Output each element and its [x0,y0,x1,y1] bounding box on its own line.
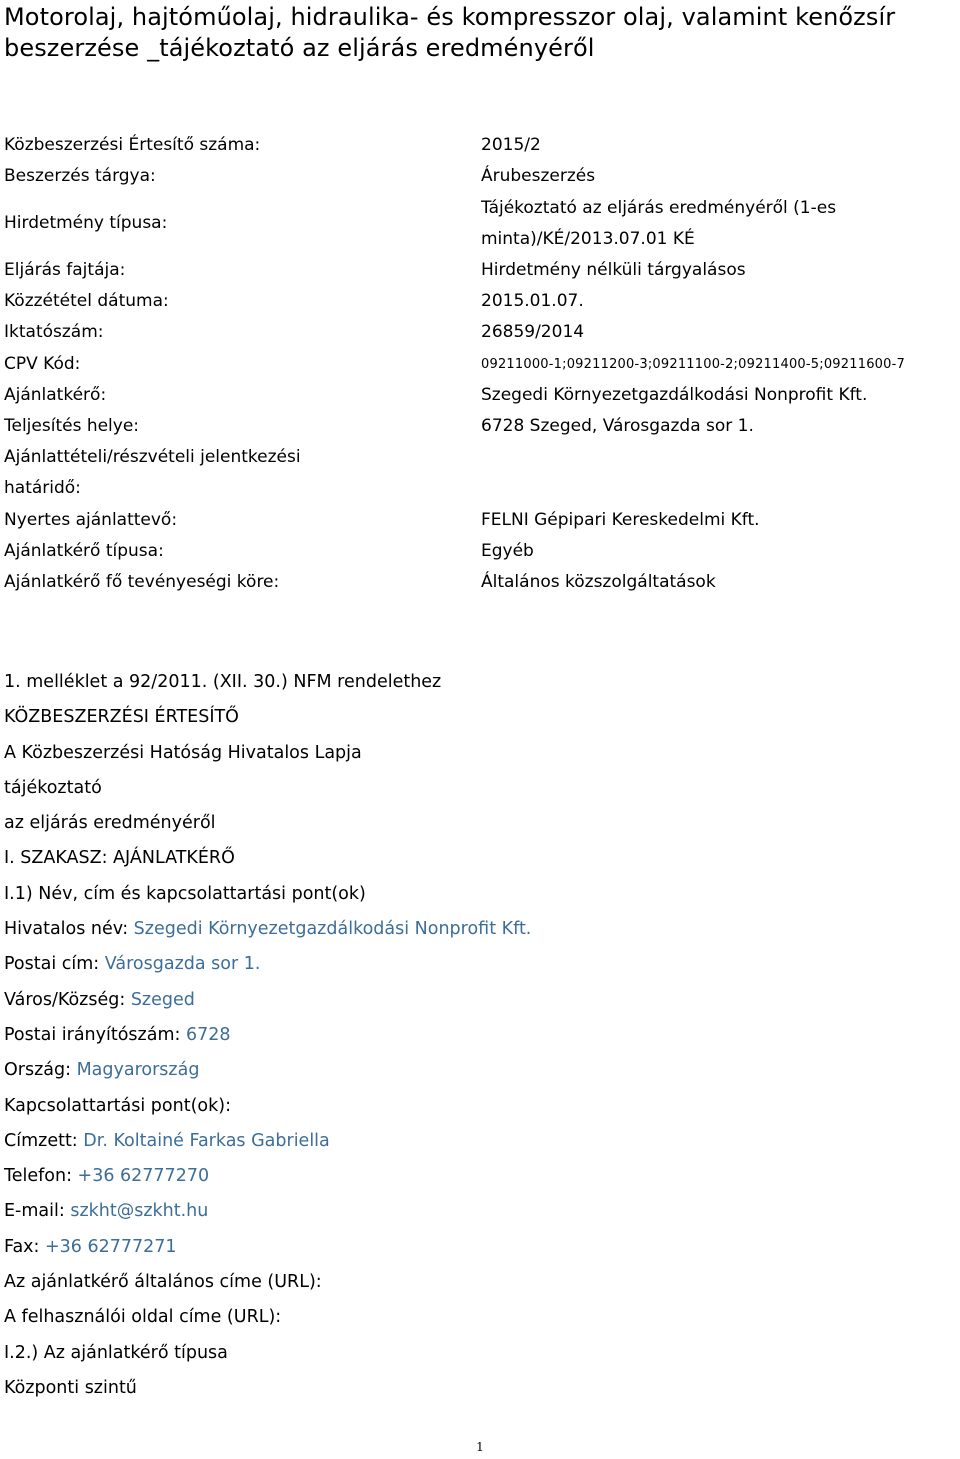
addressee-line [4,1124,944,1159]
publication-name: KÖZBESZERZÉSI ÉRTESÍTŐ [4,707,239,728]
notice-body [4,665,944,1406]
meta-value: 2015/2 [481,135,541,155]
general-url-label: Az ajánlatkérő általános címe (URL): [4,1272,322,1293]
meta-value: Egyéb [481,541,534,561]
buyer-type-value: Központi szintű [4,1377,137,1398]
meta-label: Ajánlatkérő: [4,385,107,405]
meta-label: Iktatószám: [4,322,104,342]
meta-label: Közbeszerzési Értesítő száma: [4,135,261,155]
meta-value: FELNI Gépipari Kereskedelmi Kft. [481,510,760,530]
contact-points-label: Kapcsolattartási pont(ok): [4,1095,231,1116]
notice-type: tájékoztató [4,777,102,798]
meta-row-deadline [4,442,956,504]
meta-value: 6728 Szeged, Városgazda sor 1. [481,416,754,436]
field-label: Telefon: [4,1166,78,1187]
meta-label: Eljárás fajtája: [4,260,126,280]
meta-label: Nyertes ajánlattevő: [4,510,178,530]
meta-value: Általános közszolgáltatások [481,572,716,592]
email-value: szkht@szkht.hu [70,1201,209,1222]
postal-code-line [4,1018,944,1053]
meta-value: 2015.01.07. [481,291,584,311]
field-label: Címzett: [4,1130,84,1151]
field-label: Fax: [4,1236,45,1257]
meta-value: 09211000-1;09211200-3;09211100-2;09211400-5;09211600-7 [481,357,905,372]
meta-value: Hirdetmény nélküli tárgyalásos [481,260,746,280]
meta-label: Közzététel dátuma: [4,291,169,311]
meta-value: 26859/2014 [481,322,585,342]
meta-label: Ajánlattételi/részvételi jelentkezési határidő: [4,447,301,498]
meta-value: Árubeszerzés [481,166,596,186]
meta-value: Szegedi Környezetgazdálkodási Nonprofit Kft. [481,385,868,405]
meta-label: Hirdetmény típusa: [4,213,168,233]
annex-reference: 1. melléklet a 92/2011. (XII. 30.) NFM rendelethez [4,672,442,692]
field-label: E-mail: [4,1201,71,1222]
publication-subtitle: A Közbeszerzési Hatóság Hivatalos Lapja [4,742,362,763]
fax-value: +36 62777271 [45,1236,177,1257]
fax-line [4,1230,944,1265]
field-label: Város/Község: [4,989,131,1010]
addressee-value: Dr. Koltainé Farkas Gabriella [83,1130,330,1151]
city-value: Szeged [130,989,195,1010]
page-number: 1 [476,1440,484,1454]
postal-code-value: 6728 [185,1024,231,1045]
email-line [4,1194,944,1229]
subsection-heading: I.2.) Az ajánlatkérő típusa [4,1342,228,1363]
postal-address-line [4,947,944,982]
field-label: Ország: [4,1060,77,1081]
notice-subject: az eljárás eredményéről [4,813,216,834]
meta-label: Ajánlatkérő típusa: [4,541,164,561]
document-title: Motorolaj, hajtóműolaj, hidraulika- és kompresszor olaj, valamint kenőzsír beszerzése _tájékoztató az eljárás eredményéről [4,3,896,62]
city-line [4,983,944,1018]
buyer-profile-label: A felhasználói oldal címe (URL): [4,1307,282,1328]
field-label: Postai irányítószám: [4,1024,186,1045]
phone-line [4,1159,944,1194]
field-label: Hivatalos név: [4,919,134,940]
postal-address-value: Városgazda sor 1. [104,954,261,975]
phone-value: +36 62777270 [77,1166,210,1187]
meta-label: Teljesítés helye: [4,416,140,436]
meta-value: Tájékoztató az eljárás eredményéről (1-es minta)/KÉ/2013.07.01 KÉ [481,198,837,249]
meta-label: Ajánlatkérő fő tevényeségi köre: [4,572,280,592]
field-label: Postai cím: [4,954,105,975]
subsection-heading: I.1) Név, cím és kapcsolattartási pont(ok) [4,883,366,904]
official-name-value: Szegedi Környezetgazdálkodási Nonprofit Kft. [133,919,532,940]
country-line [4,1053,944,1088]
section-heading: I. SZAKASZ: AJÁNLATKÉRŐ [4,848,235,869]
meta-label: CPV Kód: [4,354,81,374]
country-value: Magyarország [76,1060,200,1081]
meta-label: Beszerzés tárgya: [4,166,156,186]
meta-row-notice-type [4,193,956,255]
official-name-line [4,912,944,947]
